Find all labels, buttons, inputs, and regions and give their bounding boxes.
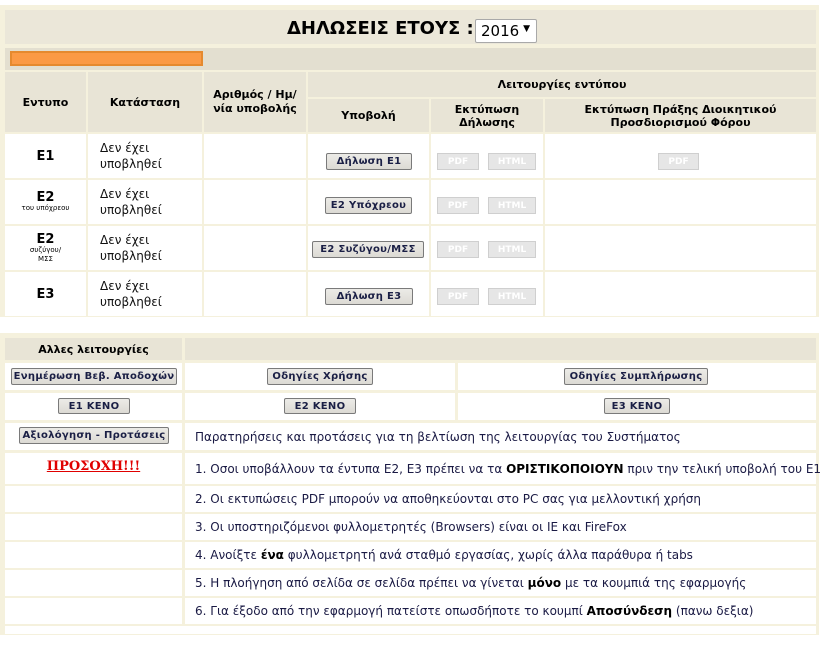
- form-cell: [5, 180, 86, 224]
- col-form-header: Εντυπο: [5, 72, 86, 132]
- button-cell: [458, 393, 816, 420]
- button-cell: [458, 363, 816, 390]
- warning-cell: [5, 453, 182, 484]
- empty-cell: [5, 570, 182, 596]
- col-print-act-header: Εκτύπωση Πράξης Διοικητικού Προσδιορισμού Φόρου: [545, 99, 816, 132]
- status-cell: Δεν έχει υποβληθεί: [88, 272, 202, 316]
- empty-cell: [5, 514, 182, 540]
- submit-e2-obligor-button[interactable]: Ε2 Υπόχρεου: [325, 197, 412, 214]
- note-5: [185, 570, 816, 596]
- html-button[interactable]: HTML: [488, 241, 536, 258]
- note-emphasis: μόνο: [527, 576, 562, 590]
- progress-bar: [10, 51, 203, 66]
- e3-blank-button[interactable]: Ε3 ΚΕΝΟ: [604, 398, 670, 414]
- print-decl-cell: [431, 180, 543, 224]
- note-text-end: με τα κουμπιά της εφαρμογής: [565, 576, 747, 590]
- empty-cell: [5, 542, 182, 568]
- note-emphasis: Αποσύνδεση: [586, 604, 673, 618]
- status-cell: Δεν έχει υποβληθεί: [88, 180, 202, 224]
- note-text: 1. Οσοι υποβάλλουν τα έντυπα Ε2, Ε3 πρέπει να τα: [195, 461, 503, 476]
- button-cell: [185, 393, 455, 420]
- submit-e1-button[interactable]: Δήλωση Ε1: [326, 153, 412, 170]
- other-functions-panel: [0, 333, 822, 635]
- number-cell: [204, 272, 306, 316]
- pdf-act-button[interactable]: PDF: [658, 153, 699, 170]
- col-submit-header: Υποβολή: [308, 99, 429, 132]
- other-header-filler: [185, 338, 816, 360]
- update-income-button[interactable]: Ενημέρωση Βεβ. Αποδοχών: [11, 368, 177, 385]
- warning-text: ΠΡΟΣΟΧΗ!!!: [46, 458, 141, 474]
- pdf-button[interactable]: PDF: [437, 197, 479, 214]
- note-2: [185, 486, 816, 512]
- note-1: [185, 453, 822, 484]
- form-name: Ε3: [36, 286, 55, 302]
- button-cell: [5, 363, 182, 390]
- submit-cell: [308, 180, 429, 224]
- print-act-cell: [545, 226, 816, 270]
- note-6: [185, 598, 816, 624]
- chevron-down-icon: ▼: [523, 24, 530, 34]
- form-cell: [5, 134, 86, 178]
- submit-cell: [308, 272, 429, 316]
- button-cell: [185, 363, 455, 390]
- declarations-panel: [0, 5, 819, 317]
- print-act-cell: [545, 134, 816, 178]
- note-text: 6. Για έξοδο από την εφαρμογή πατείστε οπωσδήποτε το κουμπί: [195, 604, 583, 618]
- form-name: Ε2: [36, 190, 55, 205]
- number-cell: [204, 134, 306, 178]
- col-number-header: Αριθμός / Ημ/ νία υποβολής: [204, 72, 306, 132]
- note-text-end: πριν την τελική υποβολή του Ε1: [627, 461, 822, 476]
- note-3: [185, 514, 816, 540]
- print-decl-cell: [431, 272, 543, 316]
- e1-blank-button[interactable]: Ε1 ΚΕΝΟ: [58, 398, 130, 414]
- button-cell: [5, 393, 182, 420]
- print-act-cell: [545, 272, 816, 316]
- status-cell: Δεν έχει υποβληθεί: [88, 134, 202, 178]
- note-text: 2. Οι εκτυπώσεις PDF μπορούν να αποθηκεύονται στο PC σας για μελλοντική χρήση: [195, 492, 702, 506]
- submit-cell: [308, 226, 429, 270]
- other-functions-header: Αλλες λειτουργίες: [5, 338, 182, 360]
- usage-guide-button[interactable]: Οδηγίες Χρήσης: [267, 368, 373, 385]
- form-cell: [5, 226, 86, 270]
- print-act-cell: [545, 180, 816, 224]
- note-text: 4. Ανοίξτε: [195, 548, 257, 562]
- pdf-button[interactable]: PDF: [437, 153, 479, 170]
- print-decl-cell: [431, 134, 543, 178]
- note-4: [185, 542, 816, 568]
- year-value: 2016: [481, 22, 520, 40]
- submit-e2-spouse-button[interactable]: Ε2 Συζύγου/ΜΣΣ: [312, 241, 424, 258]
- print-decl-cell: [431, 226, 543, 270]
- submit-cell: [308, 134, 429, 178]
- note-text-end: φυλλομετρητή ανά σταθμό εργασίας, χωρίς άλλα παράθυρα ή tabs: [287, 548, 693, 562]
- col-print-decl-header: Εκτύπωση Δήλωσης: [431, 99, 543, 132]
- form-name: Ε2: [36, 231, 55, 247]
- html-button[interactable]: HTML: [488, 197, 536, 214]
- note-emphasis: ένα: [260, 548, 284, 562]
- submit-e3-button[interactable]: Δήλωση Ε3: [325, 288, 413, 305]
- status-cell: Δεν έχει υποβληθεί: [88, 226, 202, 270]
- col-functions-header: Λειτουργίες εντύπου: [308, 72, 816, 97]
- note-emphasis: ΟΡΙΣΤΙΚΟΠΟΙΟΥΝ: [506, 461, 624, 476]
- year-select[interactable]: [475, 19, 537, 43]
- pdf-button[interactable]: PDF: [437, 241, 479, 258]
- note-text: 3. Οι υποστηριζόμενοι φυλλομετρητές (Browsers) είναι οι IE και FireFox: [195, 520, 627, 534]
- form-sub: συζύγου/ ΜΣΣ: [29, 245, 62, 263]
- empty-cell: [5, 598, 182, 624]
- empty-cell: [5, 486, 182, 512]
- title-bar: [5, 10, 816, 44]
- html-button[interactable]: HTML: [488, 153, 536, 170]
- footer-strip: [5, 626, 816, 634]
- feedback-button[interactable]: Αξιολόγηση - Προτάσεις: [19, 427, 169, 444]
- number-cell: [204, 180, 306, 224]
- form-name: Ε1: [36, 148, 55, 164]
- form-sub: του υπόχρεου: [21, 204, 70, 212]
- note-text: 5. Η πλοήγηση από σελίδα σε σελίδα πρέπει να γίνεται: [195, 576, 524, 590]
- pdf-button[interactable]: PDF: [437, 288, 479, 305]
- button-cell: [5, 423, 182, 450]
- e2-blank-button[interactable]: Ε2 ΚΕΝΟ: [284, 398, 356, 414]
- note-text-end: (πανω δεξια): [675, 604, 754, 618]
- page-title: ΔΗΛΩΣΕΙΣ ΕΤΟΥΣ :: [287, 18, 474, 39]
- number-cell: [204, 226, 306, 270]
- progress-strip: [5, 48, 816, 70]
- col-status-header: Κατάσταση: [88, 72, 202, 132]
- form-cell: [5, 272, 86, 316]
- feedback-text: Παρατηρήσεις και προτάσεις για τη βελτίωση της λειτουργίας του Συστήματος: [185, 423, 816, 450]
- fill-guide-button[interactable]: Οδηγίες Συμπλήρωσης: [564, 368, 708, 385]
- html-button[interactable]: HTML: [488, 288, 536, 305]
